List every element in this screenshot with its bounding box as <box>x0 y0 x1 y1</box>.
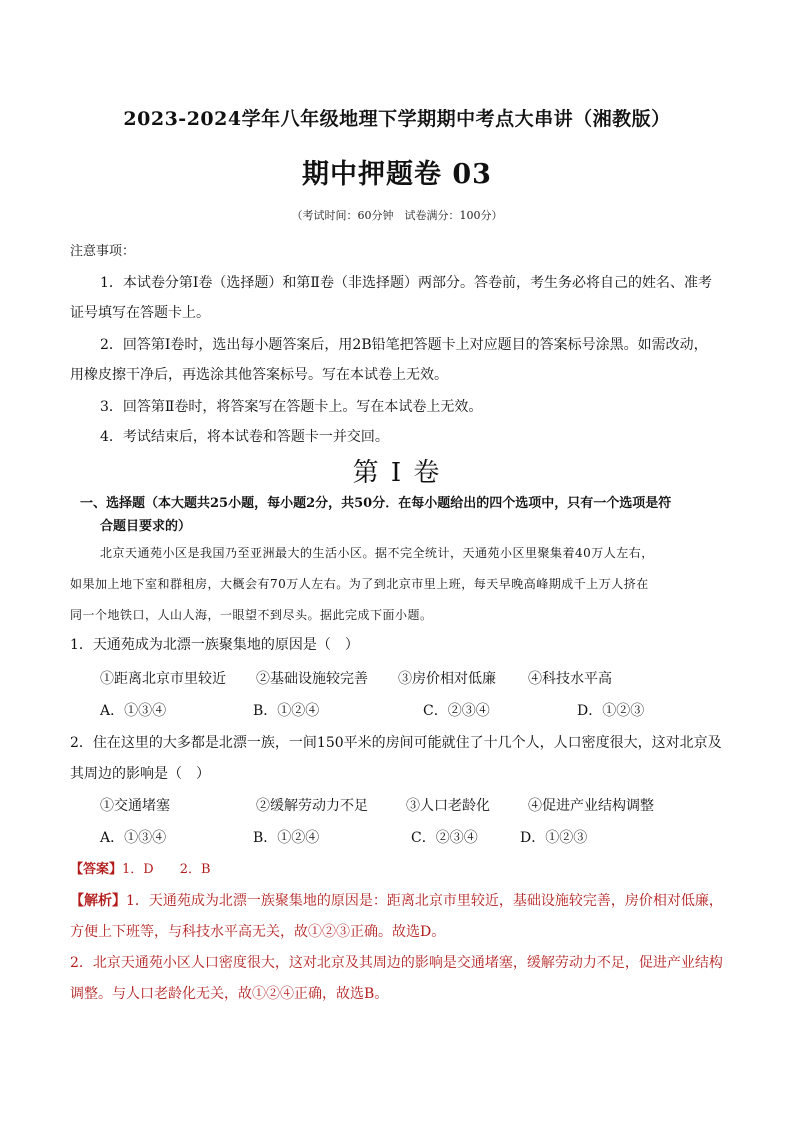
question-2-stem-line-2: 其周边的影响是（ ） <box>70 766 210 782</box>
notice-item-1-line-1: 1．本试卷分第Ⅰ卷（选择题）和第Ⅱ卷（非选择题）两部分。答卷前，考生务必将自己的姓名、准考 <box>100 275 712 291</box>
passage-line-3: 同一个地铁口，人山人海，一眼望不到尽头。据此完成下面小题。 <box>70 608 433 622</box>
explanation-line-3: 2．北京天通苑小区人口密度很大，这对北京及其周边的影响是交通堵塞，缓解劳动力不足，促进产业结构 <box>70 955 723 971</box>
q2-choice-b[interactable]: B．①②④ <box>253 830 320 846</box>
q2-statement-4: ④促进产业结构调整 <box>528 798 654 814</box>
notice-item-1-line-2: 证号填写在答题卡上。 <box>70 305 210 321</box>
q1-statement-4: ④科技水平高 <box>528 671 612 687</box>
part-heading-line-2: 合题目要求的） <box>100 519 192 534</box>
q2-statement-2: ②缓解劳动力不足 <box>256 798 368 814</box>
question-1-stem: 1．天通苑成为北漂一族聚集地的原因是（ ） <box>70 637 359 653</box>
q1-choice-d[interactable]: D．①②③ <box>577 703 645 719</box>
answer-line <box>70 858 211 877</box>
q1-choice-a[interactable]: A．①③④ <box>100 703 167 719</box>
q1-choice-b[interactable]: B．①②④ <box>253 703 320 719</box>
explanation-line-4: 调整。与人口老龄化无关，故①②④正确，故选B。 <box>70 986 389 1002</box>
q1-choice-c[interactable]: C．②③④ <box>423 703 490 719</box>
explanation-text-1: 1．天通苑成为北漂一族聚集地的原因是：距离北京市里较近，基础设施较完善，房价相对低廉， <box>126 893 723 909</box>
explanation-line-2: 方便上下班等，与科技水平高无关，故①②③正确。故选D。 <box>70 924 446 940</box>
notice-heading: 注意事项： <box>70 244 136 259</box>
notice-item-2-line-1: 2．回答第Ⅰ卷时，选出每小题答案后，用2B铅笔把答题卡上对应题目的答案标号涂黑。如需改动， <box>100 337 708 353</box>
q2-choice-c[interactable]: C．②③④ <box>411 830 478 846</box>
notice-item-2 <box>70 330 730 390</box>
notice-item-3-text: 3．回答第Ⅱ卷时，将答案写在答题卡上。写在本试卷上无效。 <box>100 399 483 415</box>
explanation-tag: 【解析】 <box>70 893 126 909</box>
reading-passage <box>70 538 730 631</box>
notice-item-4-text: 4．考试结束后，将本试卷和答题卡一并交回。 <box>100 429 389 445</box>
q1-statement-2: ②基础设施较完善 <box>256 671 368 687</box>
q2-statement-3: ③人口老龄化 <box>406 798 490 814</box>
notice-item-1 <box>70 268 730 328</box>
q2-choice-d[interactable]: D．①②③ <box>520 830 588 846</box>
question-2-stem <box>70 728 730 790</box>
paper-title: 期中押题卷 03 <box>302 159 492 190</box>
part-heading-line-1: 一、选择题（本大题共25小题，每小题2分，共50分．在每小题给出的四个选项中，只有一个选项是符 <box>80 496 672 511</box>
answer-text: 1．D 2．B <box>122 862 211 877</box>
series-title: 2023-2024学年八年级地理下学期期中考点大串讲（湘教版） <box>123 108 671 130</box>
answer-tag: 【答案】 <box>70 862 123 877</box>
passage-line-1: 北京天通苑小区是我国乃至亚洲最大的生活小区。据不完全统计，天通苑小区里聚集着40万人左右， <box>100 546 654 560</box>
q1-statement-3: ③房价相对低廉 <box>398 671 496 687</box>
exam-time-info: （考试时间：60分钟 试卷满分：100分） <box>291 209 503 222</box>
q1-statement-1: ①距离北京市里较近 <box>100 671 226 687</box>
notice-item-3 <box>70 392 730 422</box>
passage-line-2: 如果加上地下室和群租房，大概会有70万人左右。为了到北京市里上班，每天早晚高峰期成千上万人挤在 <box>70 577 649 591</box>
explanation-line-1 <box>70 886 735 917</box>
notice-item-4 <box>70 422 730 452</box>
part-heading <box>80 492 740 538</box>
question-2-stem-line-1: 2．住在这里的大多都是北漂一族，一间150平米的房间可能就住了十几个人，人口密度很大，这对北京及 <box>70 735 722 751</box>
q2-choice-a[interactable]: A．①③④ <box>100 830 167 846</box>
notice-item-2-line-2: 用橡皮擦干净后，再选涂其他答案标号。写在本试卷上无效。 <box>70 367 448 383</box>
explanation <box>70 886 735 1010</box>
section-title: 第 I 卷 <box>352 458 442 488</box>
q2-statement-1: ①交通堵塞 <box>100 798 170 814</box>
